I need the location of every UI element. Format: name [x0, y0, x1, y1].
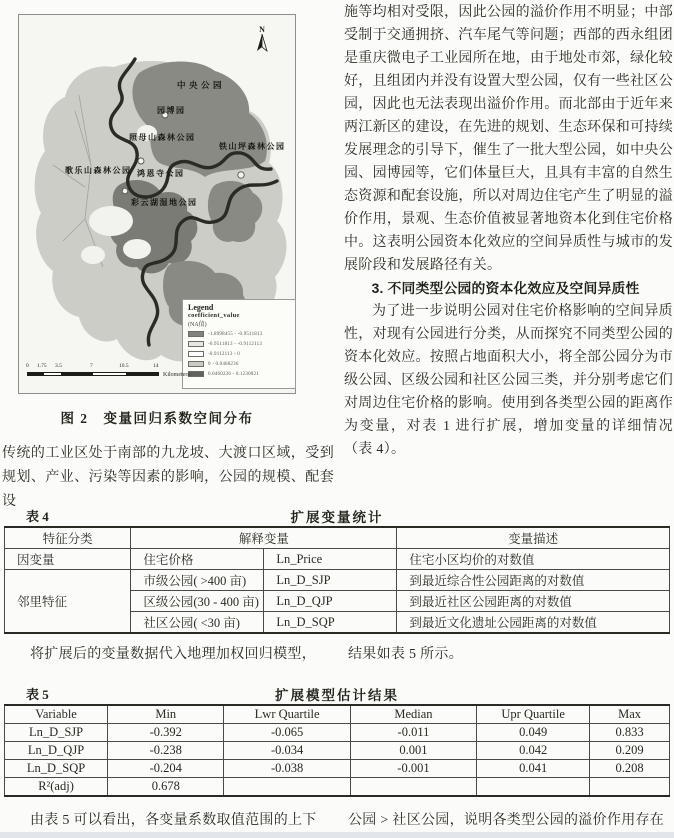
map-label-central-park: 中央公园 [177, 80, 226, 90]
legend-entry [188, 349, 290, 359]
right-column [344, 1, 673, 461]
table5-header-cell: Max [590, 705, 670, 724]
legend-swatch [188, 331, 204, 337]
table5-cell [224, 778, 350, 797]
figure-map [18, 14, 296, 394]
table5-cell: 0.833 [590, 724, 670, 742]
table5-cell: 0.209 [590, 742, 670, 760]
table5 [4, 704, 670, 797]
map-legend [182, 299, 296, 389]
table5-row [5, 724, 670, 742]
table4-header-row [5, 527, 670, 549]
bottom-text-left: 由表 5 可以看出，各变量系数取值范围的上下 [30, 813, 317, 828]
table5-cell: -0.065 [224, 724, 350, 742]
map-label-tieshanping: 铁山坪森林公园 [219, 142, 286, 151]
table4-cell: 到最近文化遗址公园距离的对数值 [397, 612, 670, 634]
scan-edge-strip [0, 832, 674, 838]
map-label-gelashan: 歌乐山森林公园 [65, 166, 132, 175]
table5-cell: -0.034 [224, 742, 350, 760]
table5-cell: 0.042 [477, 742, 590, 760]
scalebar-tick: 0 [26, 363, 29, 369]
table4-row [5, 570, 670, 591]
mid-text-left: 将扩展后的变量数据代入地理加权回归模型， [30, 647, 316, 662]
table4-cell: Ln_D_QJP [264, 591, 397, 612]
table4-header-cell: 变量描述 [397, 527, 670, 549]
table5-cell [590, 778, 670, 797]
map-label-caiyunhu: 彩云湖湿地公园 [131, 198, 198, 207]
legend-subtitle: coefficient_value [188, 312, 240, 319]
scalebar-unit: Kilometers [163, 372, 190, 378]
table5-header-row [5, 705, 670, 724]
section-heading: 3. 不同类型公园的资本化效应及空间异质性 [371, 281, 640, 296]
scalebar-bar [27, 372, 159, 376]
table5-cell [477, 778, 590, 797]
table4 [4, 526, 670, 634]
table4-cell: 到最近综合性公园距离的对数值 [397, 570, 670, 591]
scalebar-tick: 7 [90, 363, 93, 369]
table4-cell: 到最近社区公园距离的对数值 [397, 591, 670, 612]
table5-head [4, 684, 670, 704]
figure-caption: 图 2 变量回归系数空间分布 [60, 411, 254, 426]
map-label-garden-expo: 园博园 [157, 106, 186, 115]
table4-cell: 区级公园(30 - 400 亩) [131, 591, 264, 612]
table4-title: 扩展变量统计 [290, 510, 384, 525]
table4-cell: 住宅价格 [131, 549, 264, 570]
scalebar-tick: 10.5 [119, 363, 129, 369]
table4-cell: 市级公园( >400 亩) [131, 570, 264, 591]
right-paragraph-1: 施等均相对受限，因此公园的溢价作用不明显；中部受制于交通拥挤、汽车尾气等问题；西部的西永组团是重庆微电子工业园所在地，由于地处市郊，绿化较好，且组团内并没有设置大型公园，仅有一些社区公园，因此也无法表现出溢价作用。而北部由于近年来两江新区的建设，在先进的规划、生态环保和可持续发展理念的引导下，催生了一批大型公园，如中央公园、园博园等，它们体量巨大，且具有丰富的自然生态资源和配套设施，所以对周边住宅产生了明显的溢价作用，景观、生态价值被显著地资本化到住宅价格中。这表明公园资本化效应的空间异质性与城市的发展阶段和发展路径有关。 [344, 5, 673, 273]
table5-header-cell: Min [108, 705, 224, 724]
table4-head [4, 506, 670, 526]
table5-header-cell: Median [350, 705, 476, 724]
table4-cell: 邻里特征 [5, 570, 131, 634]
north-arrow [255, 25, 269, 57]
legend-na-note: (NA值) [188, 322, 207, 328]
mid-text-right: 结果如表 5 所示。 [348, 647, 463, 662]
table5-cell: 0.049 [477, 724, 590, 742]
table5-title: 扩展模型估计结果 [275, 688, 399, 703]
table5-cell: 0.208 [590, 760, 670, 778]
table5-row [5, 778, 670, 797]
table5-cell: Ln_D_SQP [5, 760, 108, 778]
scalebar-ticks [27, 363, 197, 371]
legend-range: -0.9112113 - 0 [208, 351, 241, 357]
table4-header-cell: 特征分类 [5, 527, 131, 549]
table5-cell [350, 778, 476, 797]
legend-swatch [188, 341, 204, 347]
map-label-zhaomushan: 照母山森林公园 [129, 133, 196, 142]
legend-range: 0.0460236 - 0.1230021 [208, 371, 259, 377]
table4-block [4, 506, 670, 634]
table5-cell: -0.238 [108, 742, 224, 760]
table5-cell: Ln_D_SJP [5, 724, 108, 742]
table5-cell: -0.001 [350, 760, 476, 778]
table4-row [5, 549, 670, 570]
table5-block [4, 684, 670, 797]
table4-cell: 住宅小区均价的对数值 [397, 549, 670, 570]
legend-swatch [188, 351, 204, 357]
table5-cell: -0.038 [224, 760, 350, 778]
legend-entry [188, 359, 290, 369]
table4-cell: 因变量 [5, 549, 131, 570]
table5-cell: 0.001 [350, 742, 476, 760]
legend-range: -1.8998455 - -0.9511813 [208, 331, 263, 337]
table4-cell: Ln_D_SJP [264, 570, 397, 591]
table5-cell: 0.678 [108, 778, 224, 797]
table4-cell: 社区公园( <30 亩) [131, 612, 264, 634]
bottom-text-right: 公园 > 社区公园，说明各类型公园的溢价作用存在 [348, 813, 665, 828]
legend-title: Legend [188, 303, 214, 312]
right-paragraph-2: 为了进一步说明公园对住宅价格影响的空间异质性，对现有公园进行分类，从而探究不同类型公园的资本化效应。按照占地面积大小，将全部公园分为市级公园、区级公园和社区公园三类，并分别考虑它们对周边住宅价格的影响。使用到各类型公园的距离作为变量，对表 1 进行扩展，增加变量的详细情况（表 4）。 [344, 304, 673, 457]
table5-row [5, 742, 670, 760]
table4-header-cell: 解释变量 [131, 527, 397, 549]
legend-entry [188, 369, 290, 379]
legend-entry [188, 329, 290, 339]
scalebar-tick: 3.5 [55, 363, 62, 369]
table4-cell: Ln_D_SQP [264, 612, 397, 634]
scalebar-tick: 1.75 [37, 363, 47, 369]
table5-cell: Ln_D_QJP [5, 742, 108, 760]
north-arrow-icon [256, 34, 268, 52]
table5-cell: R²(adj) [5, 778, 108, 797]
legend-range: -0.9511813 - -0.9112113 [208, 341, 263, 347]
table5-cell: 0.041 [477, 760, 590, 778]
legend-entry [188, 339, 290, 349]
table4-label: 表 4 [26, 509, 49, 524]
table5-cell: -0.204 [108, 760, 224, 778]
table5-header-cell: Upr Quartile [477, 705, 590, 724]
table5-cell: -0.011 [350, 724, 476, 742]
legend-range: 0 - 0.0460236 [208, 361, 239, 367]
table5-row [5, 760, 670, 778]
north-label: N [259, 25, 265, 34]
map-scalebar [27, 363, 197, 383]
table5-label: 表 5 [26, 687, 49, 702]
left-column-paragraph: 传统的工业区处于南部的九龙坡、大渡口区域，受到规划、产业、污染等因素的影响，公园的规模、配套设 [2, 446, 334, 509]
scalebar-tick: 14 [153, 363, 159, 369]
table5-cell: -0.392 [108, 724, 224, 742]
map-label-hongensi: 鸿恩寺公园 [137, 169, 185, 178]
table5-header-cell: Lwr Quartile [224, 705, 350, 724]
table5-header-cell: Variable [5, 705, 108, 724]
table4-cell: Ln_Price [264, 549, 397, 570]
